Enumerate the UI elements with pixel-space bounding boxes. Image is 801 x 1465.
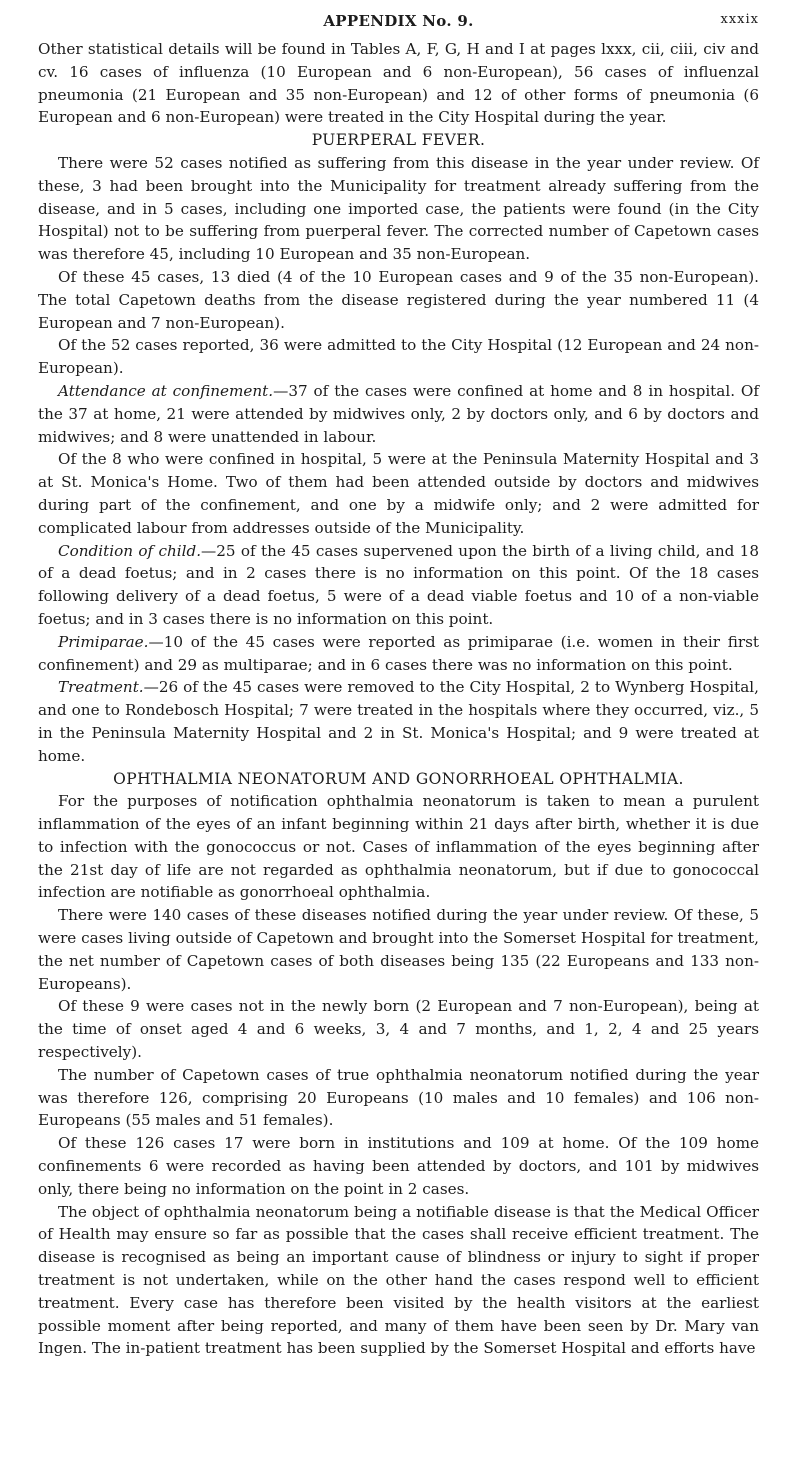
runin-heading: Treatment. — [58, 678, 144, 697]
paragraph: Of the 8 who were confined in hospital, 5 were at the Peninsula Maternity Hospital and 3 at St. Monica's Home. Two of them had been attended outside by doctors and midwives during part of the confinement, and one by a midwife only; and 2 were admitted for complicated labour from addresses outside of the Municipality. — [38, 450, 759, 537]
runin-heading: Primiparae. — [58, 632, 149, 651]
paragraph: For the purposes of notification ophthalmia neonatorum is taken to mean a purulent inflammation of the eyes of an infant beginning within 21 days after birth, whether it is due to infection with the gonococcus or not. Cases of inflammation of the eyes beginning after the 21st day of life are not regarded as ophthalmia neonatorum, but if due to gonococcal infection are notifiable as gonorrhoeal ophthalmia. — [38, 792, 759, 902]
paragraph: There were 140 cases of these diseases notified during the year under review. Of these, 5 were cases living outside of Capetown and brought into the Somerset Hospital for treatment, the net number of Capetown cases of both diseases being 135 (22 Europeans and 133 non-Europeans). — [38, 906, 759, 993]
page-number: xxxix — [720, 12, 759, 27]
section-heading-ophthalmia: OPHTHALMIA NEONATORUM AND GONORRHOEAL OPHTHALMIA. — [113, 769, 684, 788]
paragraph-text: —25 of the 45 cases supervened upon the birth of a living child, and 18 of a dead foetus; and in 2 cases there is no information on this point. Of the 18 cases following delivery of a dead foetus, 5 were of a dead viable foetus and 10 of a non-viable foetus; and in 3 cases there is no information on this point. — [38, 541, 759, 628]
paragraph-text: —37 of the cases were confined at home and 8 in hospital. Of the 37 at home, 21 were attended by midwives only, 2 by doctors only, and 6 by doctors and midwives; and 8 were unattended in labour. — [38, 381, 759, 446]
paragraph: Of these 126 cases 17 were born in institutions and 109 at home. Of the 109 home confinements 6 were recorded as having been attended by doctors, and 101 by midwives only, there being no information on the point in 2 cases. — [38, 1134, 759, 1198]
paragraph-treatment — [38, 676, 759, 767]
paragraph: Of these 9 were cases not in the newly born (2 European and 7 non-European), being at the time of onset aged 4 and 6 weeks, 3, 4 and 7 months, and 1, 2, 4 and 25 years respectively). — [38, 997, 759, 1062]
paragraph-attendance — [38, 380, 759, 448]
paragraph-text: —26 of the 45 cases were removed to the City Hospital, 2 to Wynberg Hospital, and one to Rondebosch Hospital; 7 were treated in the hospitals where they occurred, viz., 5 in the Peninsula Maternity Hospital and 2 in St. Monica's Hospital; and 9 were treated at home. — [38, 678, 759, 765]
intro-paragraph: Other statistical details will be found in Tables A, F, G, H and I at pages lxxx, cii, ciii, civ and cv. 16 cases of influenza (10 European and 6 non-European), 56 cases of influenzal pneumonia (21 European and 35 non-European) and 12 of other forms of pneumonia (6 European and 6 non-European) were treated in the City Hospital during the year. — [38, 40, 759, 127]
paragraph-condition — [38, 540, 759, 631]
paragraph: There were 52 cases notified as suffering from this disease in the year under review. Of these, 3 had been brought into the Municipality for treatment already suffering from the disease, and in 5 cases, including one imported case, the patients were found (in the City Hospital) not to be suffering from puerperal fever. The corrected number of Capetown cases was therefore 45, including 10 European and 35 non-European. — [38, 153, 759, 264]
paragraph: The object of ophthalmia neonatorum being a notifiable disease is that the Medical Officer of Health may ensure so far as possible that the cases shall receive efficient treatment. The disease is recognised as being an important cause of blindness or injury to sight if proper treatment is not undertaken, while on the other hand the cases respond well to efficient treatment. Every case has therefore been visited by the health visitors at the earliest possible moment after being reported, and many of them have been seen by Dr. Mary van Ingen. The in-patient treatment has been supplied by the Somerset Hospital and efforts have — [38, 1202, 759, 1358]
page-header — [38, 10, 759, 38]
section-heading-puerperal-fever: PUERPERAL FEVER. — [311, 131, 486, 150]
paragraph-primiparae — [38, 631, 759, 677]
paragraph-text: —10 of the 45 cases were reported as primiparae (i.e. women in their first confinement) and 29 as multiparae; and in 6 cases there was no information on this point. — [38, 632, 759, 674]
runin-heading: Condition of child. — [58, 541, 202, 560]
paragraph: The number of Capetown cases of true ophthalmia neonatorum notified during the year was therefore 126, comprising 20 Europeans (10 males and 10 females) and 106 non-Europeans (55 males and 51 females). — [38, 1065, 759, 1130]
paragraph: Of these 45 cases, 13 died (4 of the 10 European cases and 9 of the 35 non-European). The total Capetown deaths from the disease registered during the year numbered 11 (4 European and 7 non-European). — [38, 267, 759, 332]
running-head: APPENDIX No. 9. — [323, 12, 474, 30]
runin-heading: Attendance at confinement. — [58, 381, 274, 400]
paragraph: Of the 52 cases reported, 36 were admitted to the City Hospital (12 European and 24 non-European). — [38, 336, 759, 378]
